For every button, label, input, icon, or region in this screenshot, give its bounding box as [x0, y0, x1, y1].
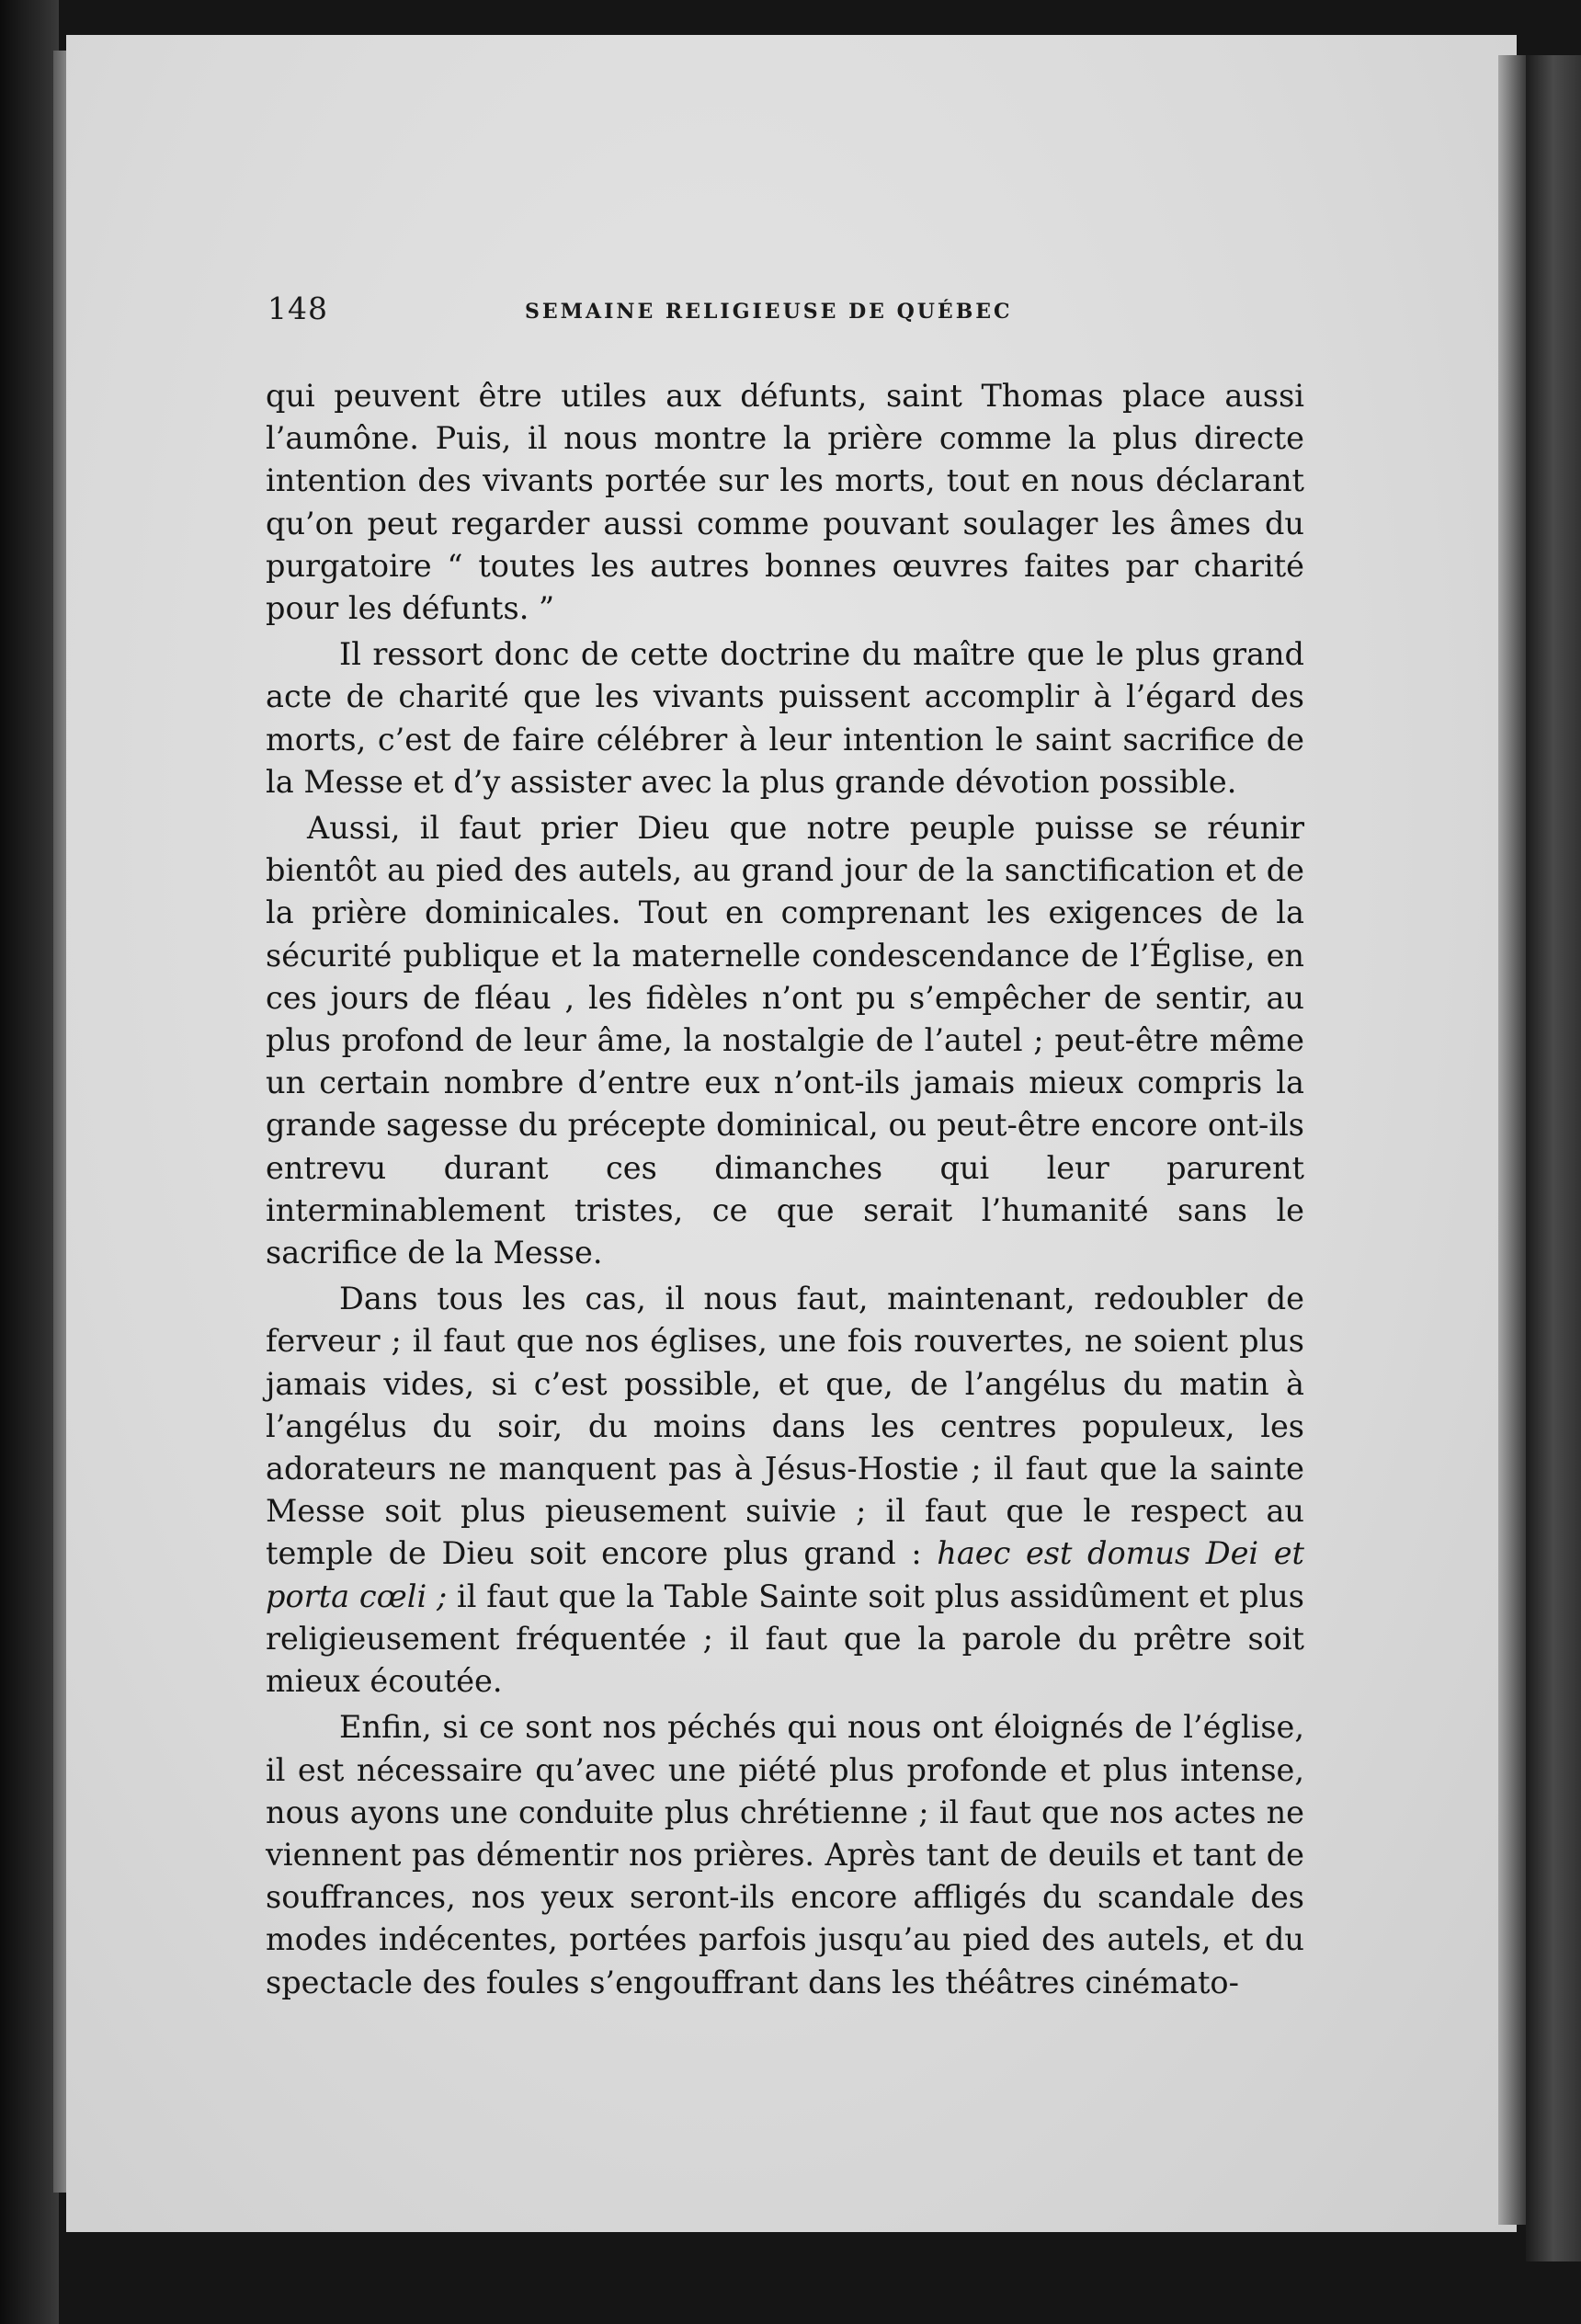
paragraph-2: Il ressort donc de cette doctrine du maître que le plus grand acte de charité que les vivants puissent accomplir à l’égard des morts, c’est de faire célébrer à leur intention le saint sacrifice de la Messe et d’y assister avec la plus grande dévotion possible. [266, 636, 1304, 800]
page-header [267, 290, 1306, 336]
page-number: 148 [267, 290, 328, 326]
paragraph-1: qui peuvent être utiles aux défunts, saint Thomas place aussi l’aumône. Puis, il nous montre la prière comme la plus directe intention des vivants portée sur les morts, tout en nous déclarant qu’on peut regarder aussi comme pouvant soulager les âmes du purgatoire “ toutes les autres bonnes œuvres faites par charité pour les défunts. ” [266, 378, 1304, 627]
paragraph-3: Aussi, il faut prier Dieu que notre peuple puisse se réunir bientôt au pied des autels, au grand jour de la sanctification et de la prière dominicales. Tout en comprenant les exigences de la sécurité publique et la maternelle condescendance de l’Église, en ces jours de fléau , les fidèles n’ont pu s’empêcher de sentir, au plus profond de leur âme, la nostalgie de l’autel ; peut-être même un certain nombre d’entre eux n’ont-ils jamais mieux compris la grande sagesse du précepte dominical, ou peut-être encore ont-ils entrevu durant ces dimanches qui leur parurent interminablement tristes, ce que serait l’humanité sans le sacrifice de la Messe. [266, 810, 1304, 1271]
page-right-shadow [1498, 55, 1526, 2225]
paragraph-5: Enfin, si ce sont nos péchés qui nous ont éloignés de l’église, il est nécessaire qu’avec une piété plus profonde et plus intense, nous ayons une conduite plus chrétienne ; il faut que nos actes ne viennent pas démentir nos prières. Après tant de deuils et tant de souffrances, nos yeux seront-ils encore affligés du scandale des modes indécentes, portées parfois jusqu’au pied des autels, et du spectacle des foules s’engouffrant dans les théâtres cinémato- [266, 1709, 1304, 2000]
body-text [266, 375, 1304, 2004]
paragraph-4 [266, 1278, 1304, 1703]
latin-quote: haec est domus Dei et porta cœli ; [266, 1535, 1304, 1614]
paragraph-4-text-a: Dans tous les cas, il nous faut, maintenant, redoubler de ferveur ; il faut que nos églises, une fois rouvertes, ne soient plus jamais vides, si c’est possible, et que, de l’angélus du matin à l’angélus du soir, du moins dans les centres populeux, les adorateurs ne manquent pas à Jésus-Hostie ; il faut que la sainte Messe soit plus pieusement suivie ; il faut que le respect au temple de Dieu soit encore plus grand : [266, 1281, 1304, 1572]
paragraph-4-text-b: il faut que la Table Sainte soit plus assidûment et plus religieusement fréquentée ; il faut que la parole du prêtre soit mieux écoutée. [266, 1578, 1304, 1700]
scan-left-edge [0, 0, 59, 2324]
adjacent-page-edge [1526, 55, 1581, 2261]
running-title: SEMAINE RELIGIEUSE DE QUÉBEC [525, 300, 1013, 324]
